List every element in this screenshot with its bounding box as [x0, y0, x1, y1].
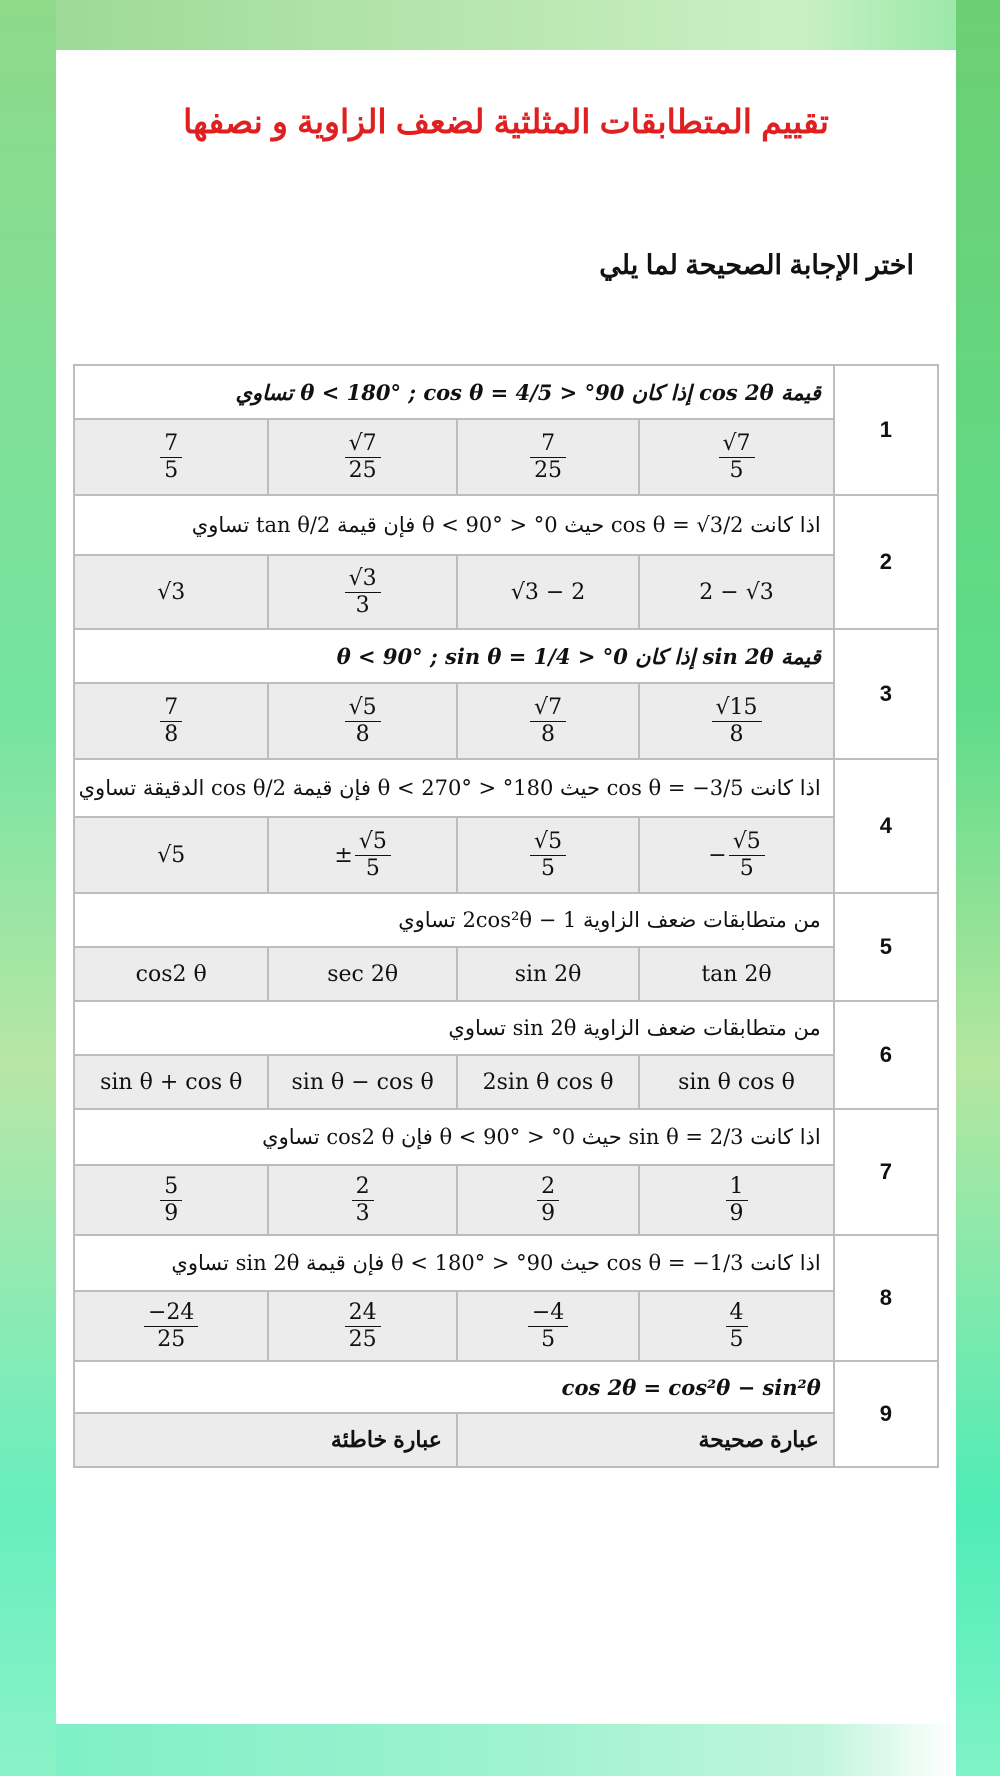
option-fraction [537, 1174, 559, 1226]
question-row [74, 1001, 938, 1055]
question-text: قيمة sin 2θ إذا كان 0° < θ < 90° ; sin θ = 1/4 [74, 629, 834, 683]
answer-option[interactable]: cos2 θ [74, 947, 268, 1001]
quiz-table [73, 364, 939, 1468]
answer-option[interactable] [457, 419, 639, 495]
options-row [74, 1165, 938, 1235]
question-number: 9 [834, 1361, 938, 1467]
fraction-denominator: 5 [541, 1326, 556, 1352]
answer-option[interactable] [639, 817, 833, 893]
fraction-denominator: 5 [729, 1326, 744, 1352]
option-fraction [726, 1300, 748, 1352]
option-fraction [530, 695, 566, 747]
fraction-denominator: 9 [164, 1200, 179, 1226]
fraction-denominator: 5 [729, 457, 744, 483]
answer-option[interactable] [74, 683, 268, 759]
fraction-numerator: √3 [345, 566, 381, 592]
question-row [74, 365, 938, 419]
fraction-numerator: 7 [530, 431, 566, 457]
fraction-numerator: √5 [345, 695, 381, 721]
question-row [74, 1109, 938, 1165]
options-row [74, 555, 938, 629]
option-sign: ± [334, 842, 353, 868]
option-fraction [144, 1300, 198, 1352]
question-number: 2 [834, 495, 938, 629]
answer-option[interactable]: 2sin θ cos θ [457, 1055, 639, 1109]
fraction-denominator: 5 [739, 855, 754, 881]
question-text: اذا كانت cos θ = −1/3 حيث 90° < θ < 180° فإن قيمة sin 2θ تساوي [74, 1235, 834, 1291]
question-number: 6 [834, 1001, 938, 1109]
fraction-denominator: 9 [729, 1200, 744, 1226]
option-fraction [345, 566, 381, 618]
fraction-denominator: 3 [355, 1200, 370, 1226]
option-false[interactable]: عبارة خاطئة [74, 1413, 457, 1467]
options-row [74, 1291, 938, 1361]
answer-option[interactable] [268, 817, 456, 893]
fraction-numerator: 1 [726, 1174, 748, 1200]
answer-option[interactable] [457, 1291, 639, 1361]
fraction-numerator: 2 [537, 1174, 559, 1200]
fraction-numerator: √15 [712, 695, 762, 721]
fraction-numerator: √5 [530, 829, 566, 855]
answer-option[interactable]: sin 2θ [457, 947, 639, 1001]
fraction-numerator: 7 [160, 695, 182, 721]
fraction-numerator: 7 [160, 431, 182, 457]
fraction-denominator: 25 [348, 457, 377, 483]
fraction-denominator: 8 [355, 721, 370, 747]
option-true[interactable]: عبارة صحيحة [457, 1413, 834, 1467]
options-row [74, 419, 938, 495]
fraction-numerator: 2 [352, 1174, 374, 1200]
page-title: تقييم المتطابقات المثلثية لضعف الزاوية و نصفها [183, 103, 829, 140]
option-fraction [530, 829, 566, 881]
answer-option[interactable]: tan 2θ [639, 947, 833, 1001]
answer-option[interactable] [74, 1291, 268, 1361]
fraction-numerator: 24 [345, 1300, 381, 1326]
fraction-denominator: 3 [355, 592, 370, 618]
instruction-text: اختر الإجابة الصحيحة لما يلي [599, 250, 914, 280]
option-fraction [160, 431, 182, 483]
options-row [74, 947, 938, 1001]
background-top-band [0, 0, 1000, 50]
option-fraction [719, 431, 755, 483]
question-row [74, 1235, 938, 1291]
answer-option[interactable] [457, 817, 639, 893]
worksheet-page [56, 50, 956, 1724]
answer-option[interactable]: 2 − √3 [639, 555, 833, 629]
question-text: cos 2θ = cos²θ − sin²θ [74, 1361, 834, 1413]
answer-option[interactable] [268, 1291, 456, 1361]
fraction-denominator: 25 [157, 1326, 186, 1352]
options-row [74, 817, 938, 893]
answer-option[interactable] [74, 1165, 268, 1235]
question-row [74, 495, 938, 555]
fraction-denominator: 9 [541, 1200, 556, 1226]
option-fraction [160, 695, 182, 747]
option-fraction [712, 695, 762, 747]
question-row [74, 759, 938, 817]
option-fraction [530, 431, 566, 483]
answer-option[interactable]: sec 2θ [268, 947, 456, 1001]
question-text: اذا كانت sin θ = 2/3 حيث 0° < θ < 90° فإن cos2 θ تساوي [74, 1109, 834, 1165]
option-fraction [726, 1174, 748, 1226]
answer-option[interactable] [268, 683, 456, 759]
fraction-numerator: √7 [345, 431, 381, 457]
options-row [74, 683, 938, 759]
question-row [74, 893, 938, 947]
fraction-numerator: √7 [719, 431, 755, 457]
fraction-numerator: −24 [144, 1300, 198, 1326]
answer-option[interactable] [268, 419, 456, 495]
background-left-band [0, 0, 56, 1776]
option-sign: − [708, 842, 727, 868]
question-row [74, 629, 938, 683]
question-row [74, 1361, 938, 1413]
answer-option[interactable]: √5 [74, 817, 268, 893]
option-fraction [528, 1300, 568, 1352]
answer-option[interactable] [639, 1165, 833, 1235]
options-row [74, 1413, 938, 1467]
fraction-numerator: 4 [726, 1300, 748, 1326]
answer-option[interactable]: √3 − 2 [457, 555, 639, 629]
fraction-numerator: 5 [160, 1174, 182, 1200]
answer-option[interactable] [639, 683, 833, 759]
fraction-numerator: −4 [528, 1300, 568, 1326]
option-fraction [729, 829, 765, 881]
answer-option[interactable] [268, 1165, 456, 1235]
fraction-denominator: 8 [164, 721, 179, 747]
fraction-numerator: √7 [530, 695, 566, 721]
fraction-denominator: 8 [729, 721, 744, 747]
fraction-denominator: 5 [365, 855, 380, 881]
question-text: اذا كانت cos θ = √3/2 حيث 0° < θ < 90° فإن قيمة tan θ/2 تساوي [74, 495, 834, 555]
answer-option[interactable] [639, 1291, 833, 1361]
option-fraction [355, 829, 391, 881]
answer-option[interactable]: sin θ + cos θ [74, 1055, 268, 1109]
option-fraction [160, 1174, 182, 1226]
question-text: اذا كانت cos θ = −3/5 حيث 180° < θ < 270° فإن قيمة cos θ/2 الدقيقة تساوي [74, 759, 834, 817]
answer-option[interactable] [639, 419, 833, 495]
fraction-numerator: √5 [355, 829, 391, 855]
fraction-numerator: √5 [729, 829, 765, 855]
question-text: قيمة cos 2θ إذا كان 90° < θ < 180° ; cos θ = 4/5 تساوي [74, 365, 834, 419]
fraction-denominator: 5 [541, 855, 556, 881]
answer-option[interactable] [457, 683, 639, 759]
answer-option[interactable] [457, 1165, 639, 1235]
question-number: 4 [834, 759, 938, 893]
answer-option[interactable] [268, 555, 456, 629]
answer-option[interactable]: sin θ cos θ [639, 1055, 833, 1109]
fraction-denominator: 25 [534, 457, 563, 483]
background-right-band [956, 0, 1000, 1776]
fraction-denominator: 8 [541, 721, 556, 747]
question-number: 8 [834, 1235, 938, 1361]
question-number: 5 [834, 893, 938, 1001]
background-bottom-band [56, 1724, 956, 1776]
answer-option[interactable] [74, 419, 268, 495]
question-text: من متطابقات ضعف الزاوية 2cos²θ − 1 تساوي [74, 893, 834, 947]
option-fraction [345, 431, 381, 483]
question-number: 1 [834, 365, 938, 495]
fraction-denominator: 5 [164, 457, 179, 483]
question-number: 7 [834, 1109, 938, 1235]
question-text: من متطابقات ضعف الزاوية sin 2θ تساوي [74, 1001, 834, 1055]
options-row [74, 1055, 938, 1109]
answer-option[interactable]: sin θ − cos θ [268, 1055, 456, 1109]
option-fraction [345, 1300, 381, 1352]
fraction-denominator: 25 [348, 1326, 377, 1352]
option-fraction [345, 695, 381, 747]
answer-option[interactable]: √3 [74, 555, 268, 629]
question-number: 3 [834, 629, 938, 759]
option-fraction [352, 1174, 374, 1226]
